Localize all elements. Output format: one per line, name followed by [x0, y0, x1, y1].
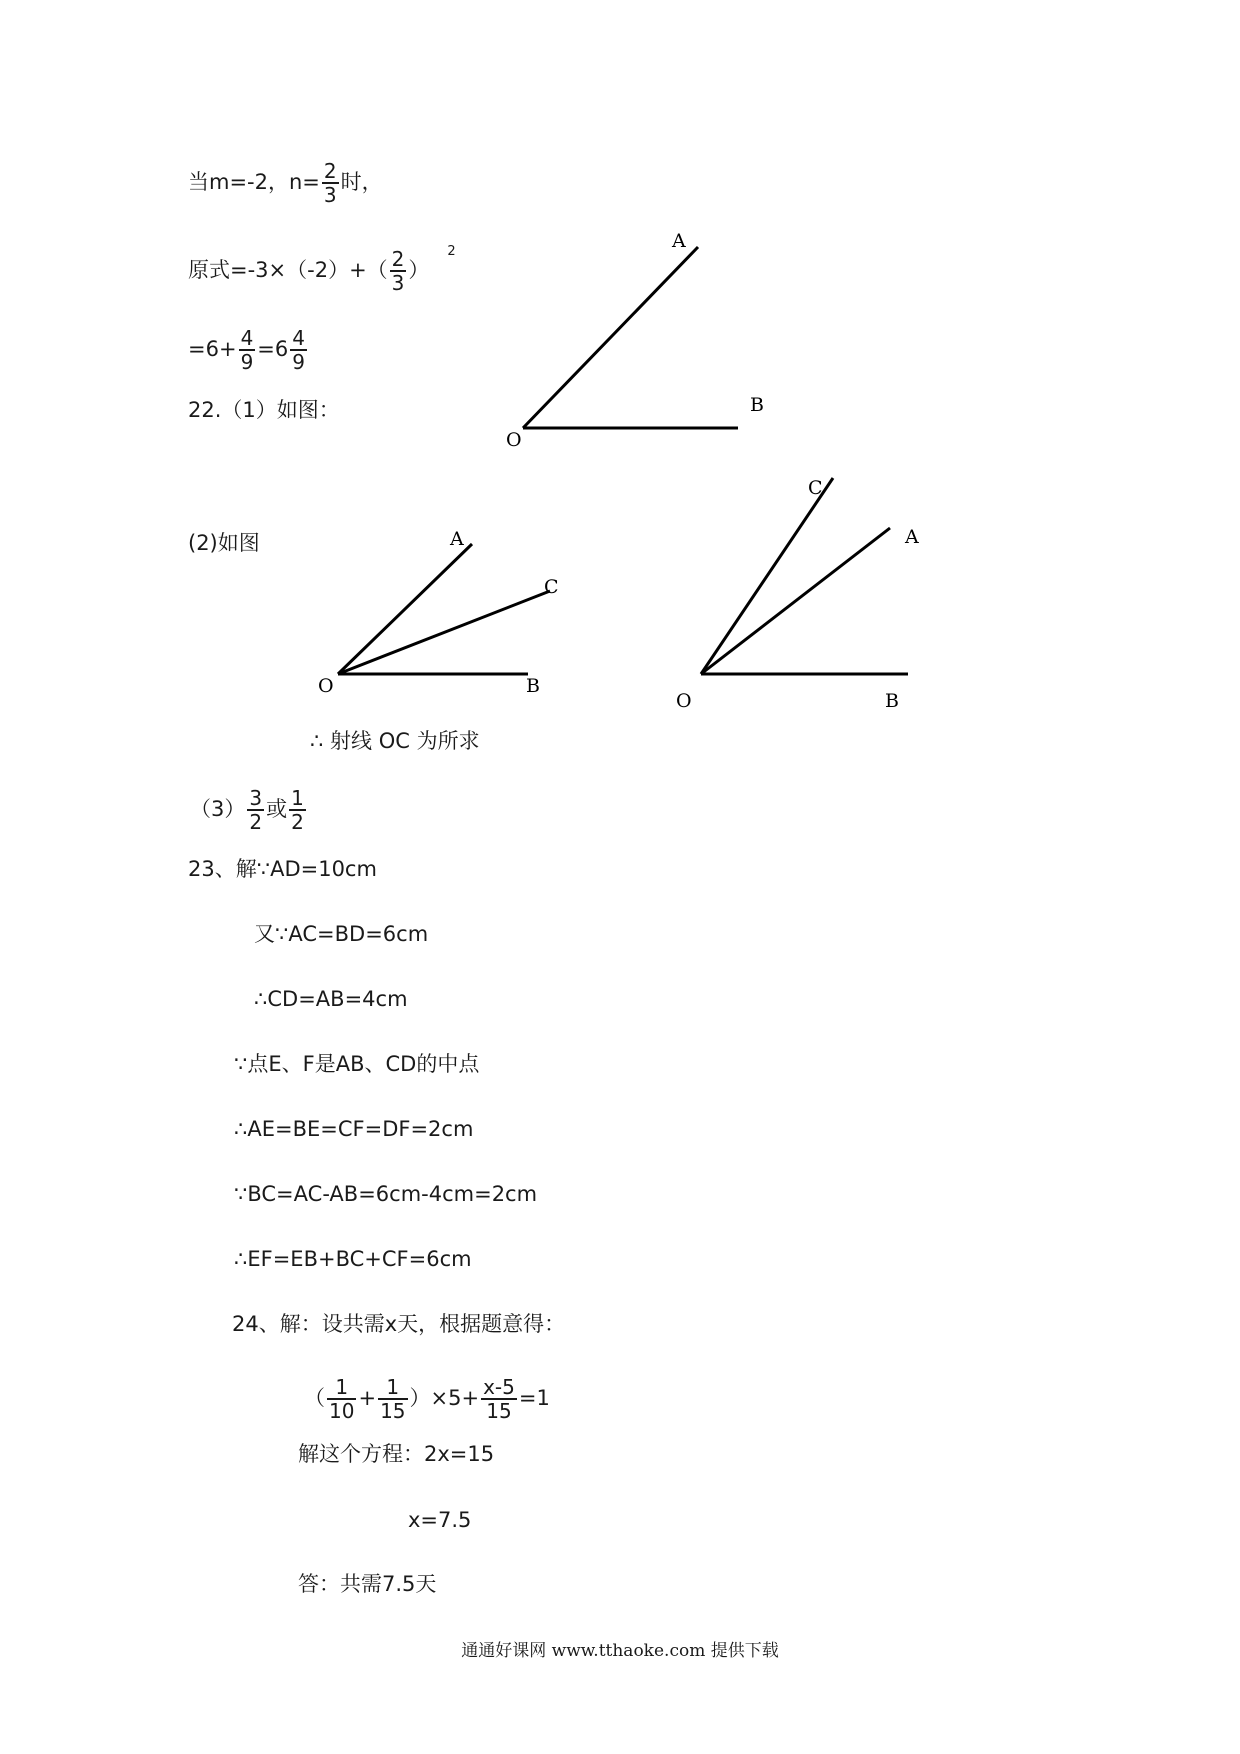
q22-part1-label: 22.（1）如图： [188, 398, 340, 422]
q24-answer: 答：共需7.5天 [298, 1572, 437, 1596]
label-c: C [544, 576, 559, 598]
q23-line: ∵BC=AC-AB=6cm-4cm=2cm [234, 1182, 538, 1206]
footer-source: 通通好课网 www.tthaoke.com 提供下载 [461, 1641, 779, 1661]
q23-line: ∴EF=EB+BC+CF=6cm [234, 1247, 472, 1271]
substitution-line: 当m=-2，n= $\frac{2}{3}$ 时， [188, 159, 383, 207]
q23-line: ∴CD=AB=4cm [254, 987, 408, 1011]
q24-title: 24、解：设共需x天，根据题意得： [232, 1312, 566, 1336]
fraction: $\frac{4}{9}$ [240, 326, 254, 374]
q23-line: 又∵AC=BD=6cm [254, 922, 429, 946]
fraction: $\frac{2}{3}$ [391, 247, 405, 295]
ray-oc [701, 478, 833, 674]
q24-equation: （ $\frac{1}{10}$ + $\frac{1}{15}$ ）×5+ $\frac{x-5}{15}$ =1 [304, 1375, 550, 1423]
label-o: O [506, 429, 522, 451]
ray-oa [701, 528, 890, 674]
q24-solve: 解这个方程：2x=15 [298, 1442, 495, 1466]
label-o: O [676, 690, 692, 712]
q23-line: 23、解∵AD=10cm [188, 857, 377, 881]
figure-angle-aob [506, 230, 764, 451]
label-a: A [450, 528, 464, 550]
ray-oc [338, 591, 550, 674]
result-line: =6+ $\frac{4}{9}$ =6 $\frac{4}{9}$ [188, 326, 305, 374]
q23-line: ∴AE=BE=CF=DF=2cm [234, 1117, 474, 1141]
label-a: A [905, 526, 919, 548]
q23-line: ∵点E、F是AB、CD的中点 [234, 1052, 480, 1076]
ray-oa [523, 247, 698, 428]
q24-x-value: x=7.5 [408, 1508, 472, 1532]
figure-oc-inside [318, 528, 559, 697]
fraction: $\frac{1}{2}$ [291, 786, 304, 834]
fraction: $\frac{4}{9}$ [292, 326, 305, 374]
label-b: B [526, 675, 540, 697]
label-a: A [672, 230, 686, 252]
ray-oa [338, 544, 472, 674]
q22-part3-answer: （3） $\frac{3}{2}$ 或 $\frac{1}{2}$ [190, 786, 304, 834]
fraction: $\frac{3}{2}$ [249, 786, 263, 834]
conclusion-oc: ∴ 射线 OC 为所求 [310, 729, 480, 753]
fraction: $\frac{1}{15}$ [380, 1375, 406, 1423]
label-b: B [885, 690, 899, 712]
fraction: $\frac{x-5}{15}$ [483, 1375, 515, 1423]
q22-part2-label: (2)如图 [188, 531, 260, 555]
exponent: 2 [447, 244, 456, 259]
fraction: $\frac{1}{10}$ [329, 1375, 355, 1423]
label-c: C [808, 477, 823, 499]
label-b: B [750, 394, 764, 416]
figure-oc-outside [676, 477, 919, 712]
original-expression-line: 原式=-3×（-2）+（ $\frac{2}{3}$ ）$^2$ [188, 244, 456, 295]
label-o: O [318, 675, 334, 697]
fraction: $\frac{2}{3}$ [323, 159, 337, 207]
